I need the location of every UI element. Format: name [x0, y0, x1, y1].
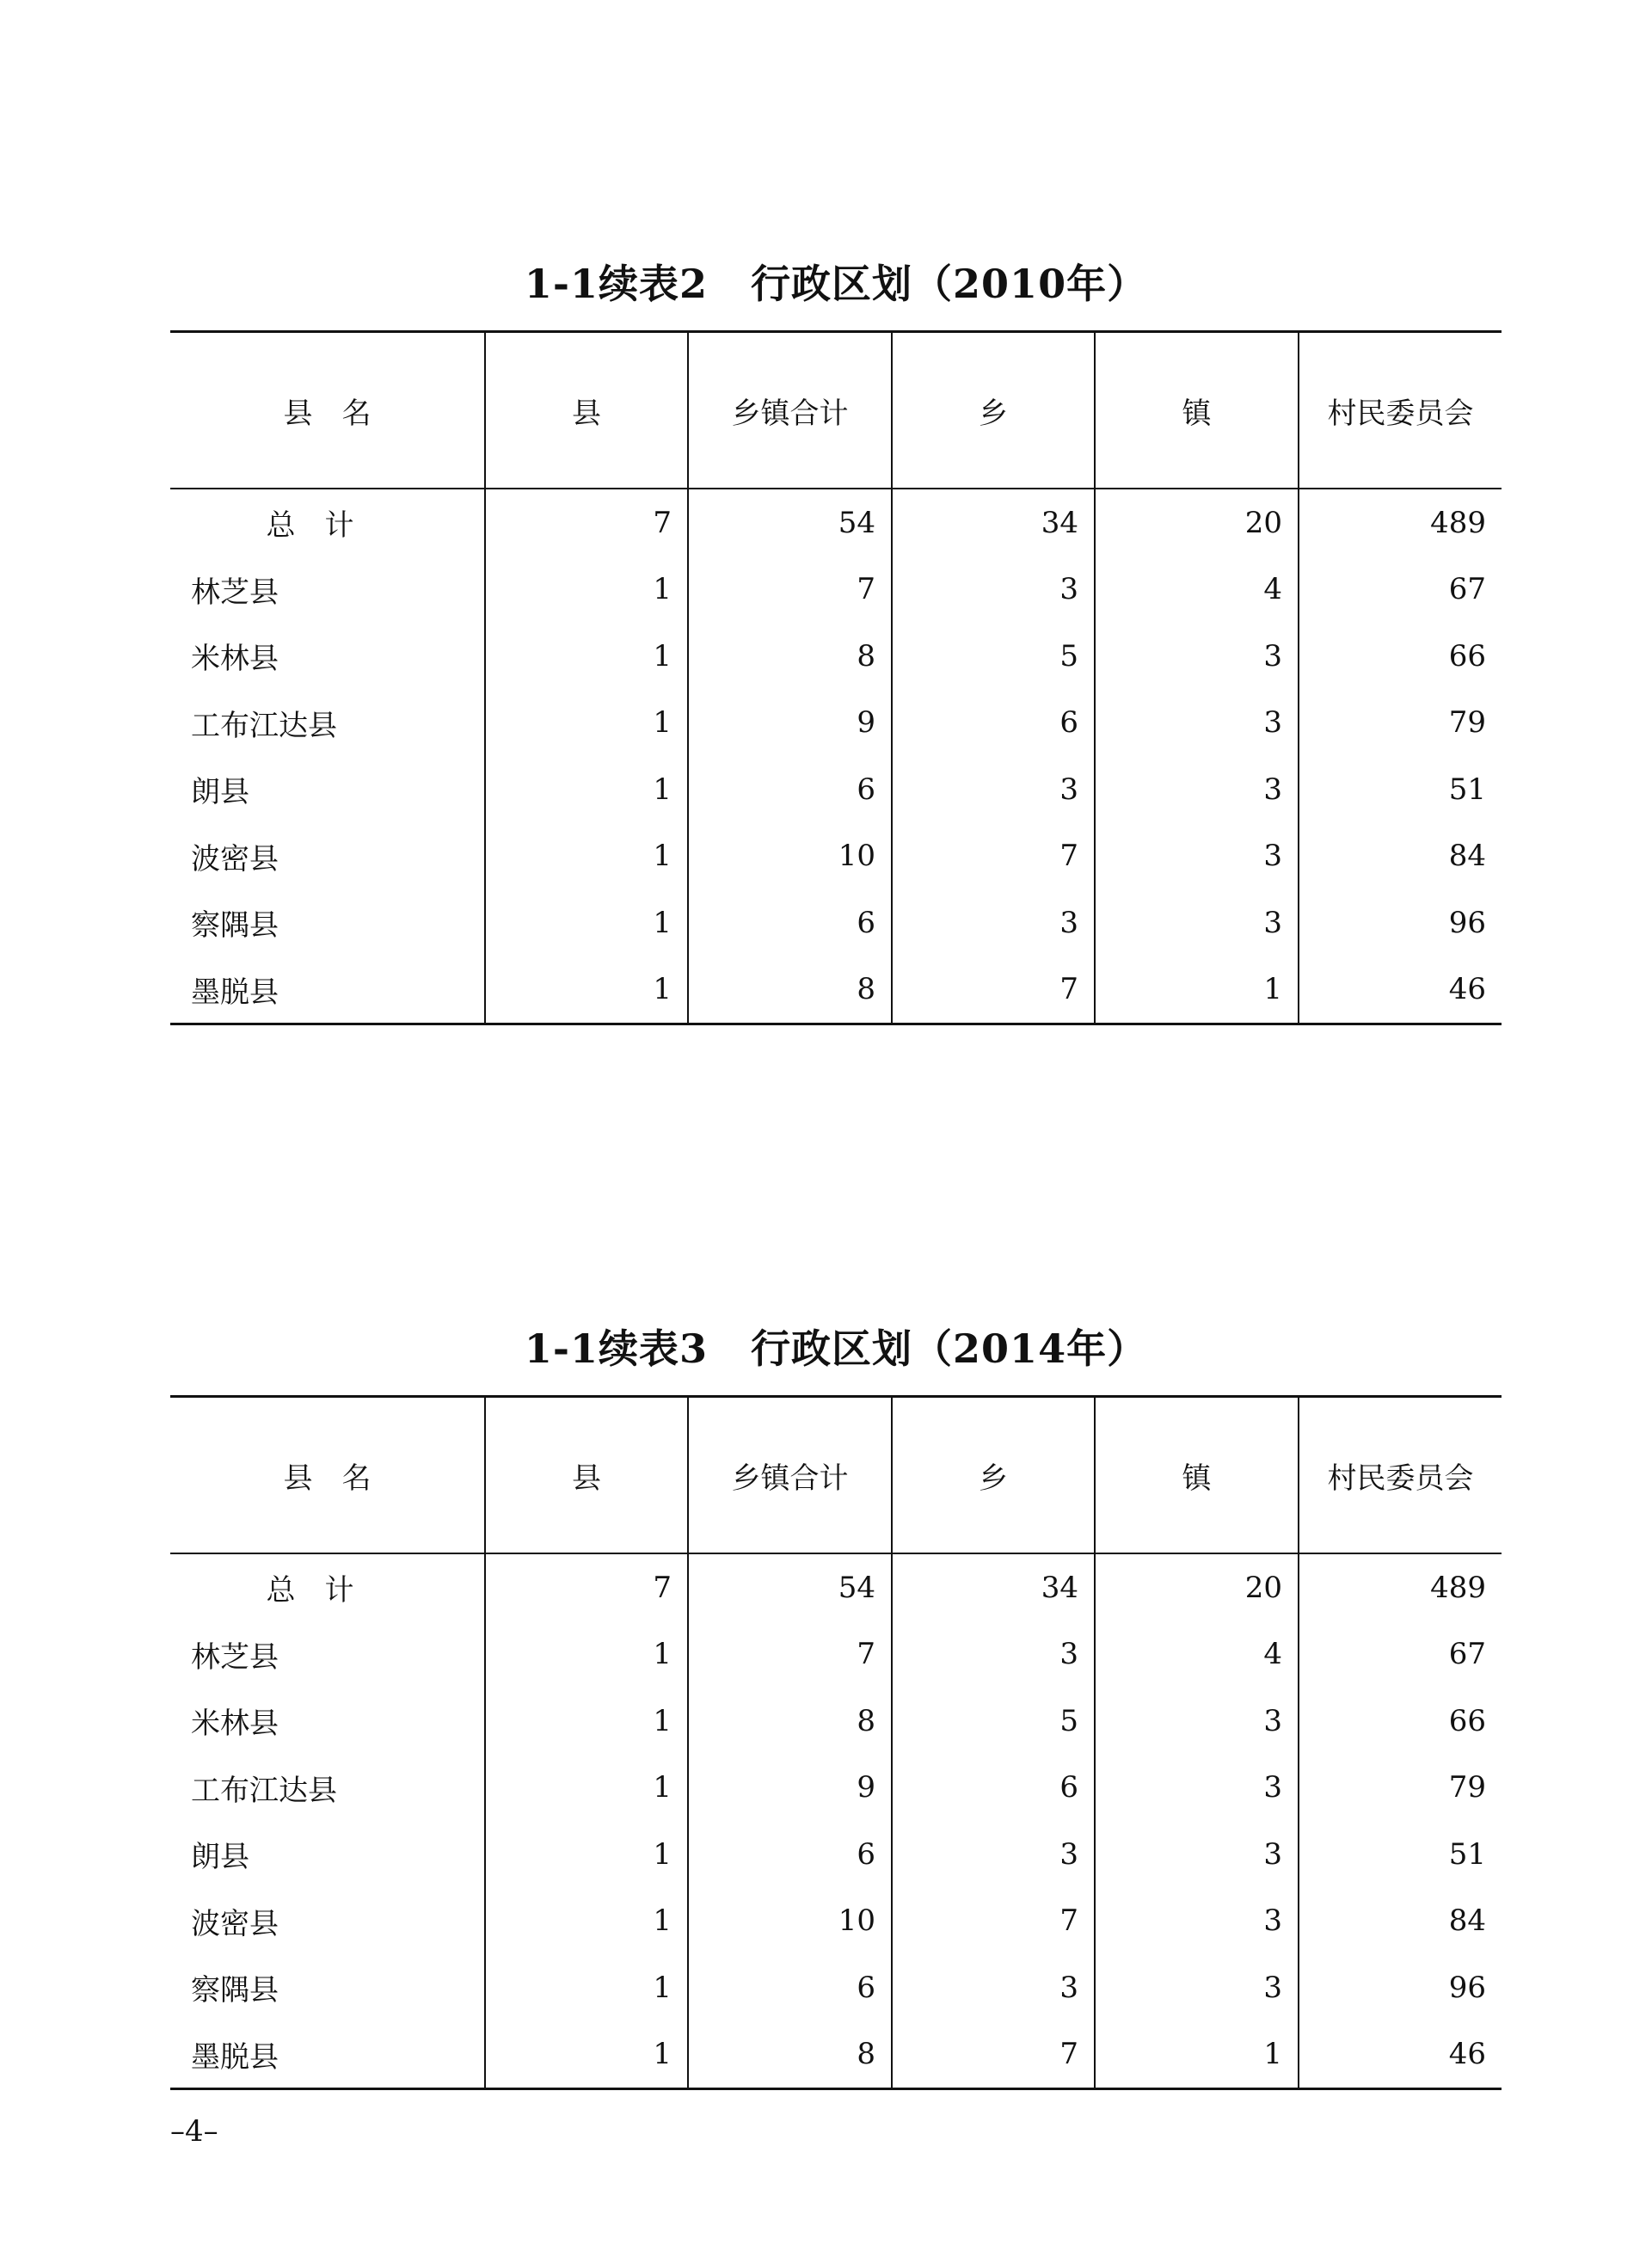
county-name-cell: 林芝县	[191, 1639, 279, 1675]
county-name-cell: 波密县	[191, 1906, 279, 1941]
township-total-cell: 54	[688, 1553, 892, 1621]
county-count-cell: 7	[485, 489, 688, 557]
xiang-count-cell: 7	[892, 2021, 1095, 2089]
page-number: –4–	[170, 2114, 218, 2149]
total-row	[170, 1553, 1502, 1621]
village-committee-cell: 96	[1299, 889, 1502, 956]
xiang-count-cell: 34	[892, 1553, 1095, 1621]
xiang-count-cell: 3	[892, 1954, 1095, 2021]
village-committee-cell: 46	[1299, 956, 1502, 1024]
zhen-count-cell: 20	[1095, 1553, 1299, 1621]
township-total-cell: 9	[688, 1755, 892, 1822]
county-name-cell: 察隅县	[191, 1973, 279, 2008]
village-committee-cell: 489	[1299, 489, 1502, 557]
table-row	[170, 623, 1502, 690]
county-count-cell: 1	[485, 2021, 688, 2089]
county-name-cell: 察隅县	[191, 908, 279, 944]
header-township-total: 乡镇合计	[688, 1397, 892, 1554]
table-title	[170, 249, 1502, 318]
table-row	[170, 690, 1502, 757]
table-title	[170, 1314, 1502, 1383]
xiang-count-cell: 3	[892, 1821, 1095, 1888]
header-xiang: 乡	[892, 1397, 1095, 1554]
county-name-cell: 波密县	[191, 841, 279, 876]
county-count-cell: 1	[485, 823, 688, 890]
village-committee-cell: 67	[1299, 557, 1502, 624]
township-total-cell: 7	[688, 1621, 892, 1688]
table-row	[170, 1954, 1502, 2021]
table-row	[170, 1888, 1502, 1955]
county-name-cell: 墨脱县	[170, 956, 485, 1024]
county-count-cell: 1	[485, 623, 688, 690]
table-title-text: 行政区划（2014年）	[751, 1325, 1148, 1372]
village-committee-cell: 66	[1299, 623, 1502, 690]
admin-division-table-2010	[170, 330, 1502, 1025]
table-title-code: 1-1续表3	[524, 1325, 709, 1372]
zhen-count-cell: 1	[1095, 2021, 1299, 2089]
village-committee-cell: 79	[1299, 1755, 1502, 1822]
county-name-cell: 墨脱县	[170, 2021, 485, 2089]
table-row	[170, 1821, 1502, 1888]
county-count-cell: 1	[485, 1954, 688, 2021]
county-count-cell: 1	[485, 1821, 688, 1888]
header-township-total: 乡镇合计	[688, 332, 892, 489]
county-name-cell: 总 计	[266, 508, 354, 544]
village-committee-cell: 51	[1299, 1821, 1502, 1888]
table-row	[170, 889, 1502, 956]
xiang-count-cell: 3	[892, 1621, 1095, 1688]
township-total-cell: 6	[688, 1954, 892, 2021]
header-county: 县	[485, 1397, 688, 1554]
township-total-cell: 6	[688, 1821, 892, 1888]
table-row	[170, 1755, 1502, 1822]
county-name-cell: 米林县	[191, 642, 279, 677]
village-committee-cell: 96	[1299, 1954, 1502, 2021]
table-title-code: 1-1续表2	[524, 261, 709, 307]
xiang-count-cell: 3	[892, 557, 1095, 624]
xiang-count-cell: 3	[892, 756, 1095, 823]
table-row	[170, 557, 1502, 624]
xiang-count-cell: 7	[892, 823, 1095, 890]
xiang-count-cell: 5	[892, 623, 1095, 690]
zhen-count-cell: 3	[1095, 1954, 1299, 2021]
xiang-count-cell: 7	[892, 956, 1095, 1024]
county-count-cell: 1	[485, 1755, 688, 1822]
header-row	[170, 332, 1502, 489]
village-committee-cell: 51	[1299, 756, 1502, 823]
county-count-cell: 1	[485, 1888, 688, 1955]
county-name-cell: 工布江达县	[191, 708, 337, 743]
total-row	[170, 489, 1502, 557]
county-count-cell: 1	[485, 756, 688, 823]
xiang-count-cell: 6	[892, 690, 1095, 757]
table-title-text: 行政区划（2010年）	[751, 261, 1148, 307]
township-total-cell: 10	[688, 1888, 892, 1955]
zhen-count-cell: 20	[1095, 489, 1299, 557]
xiang-count-cell: 7	[892, 1888, 1095, 1955]
county-name-cell: 米林县	[191, 1707, 279, 1742]
header-village-committee: 村民委员会	[1299, 332, 1502, 489]
table-row	[170, 2021, 1502, 2089]
admin-division-table-2014	[170, 1395, 1502, 2090]
zhen-count-cell: 3	[1095, 823, 1299, 890]
county-name-cell: 朗县	[191, 775, 249, 810]
header-county-name: 县 名	[170, 1397, 485, 1554]
township-total-cell: 6	[688, 889, 892, 956]
village-committee-cell: 46	[1299, 2021, 1502, 2089]
village-committee-cell: 67	[1299, 1621, 1502, 1688]
table-row	[170, 756, 1502, 823]
xiang-count-cell: 5	[892, 1688, 1095, 1755]
township-total-cell: 9	[688, 690, 892, 757]
township-total-cell: 54	[688, 489, 892, 557]
village-committee-cell: 84	[1299, 1888, 1502, 1955]
county-name-cell: 工布江达县	[191, 1773, 337, 1808]
county-count-cell: 1	[485, 889, 688, 956]
table-section-2010	[170, 249, 1502, 1025]
village-committee-cell: 489	[1299, 1553, 1502, 1621]
township-total-cell: 8	[688, 1688, 892, 1755]
xiang-count-cell: 34	[892, 489, 1095, 557]
zhen-count-cell: 1	[1095, 956, 1299, 1024]
xiang-count-cell: 3	[892, 889, 1095, 956]
header-village-committee: 村民委员会	[1299, 1397, 1502, 1554]
county-name-cell: 林芝县	[191, 575, 279, 610]
zhen-count-cell: 3	[1095, 623, 1299, 690]
zhen-count-cell: 3	[1095, 1755, 1299, 1822]
township-total-cell: 6	[688, 756, 892, 823]
county-count-cell: 1	[485, 690, 688, 757]
header-row	[170, 1397, 1502, 1554]
zhen-count-cell: 3	[1095, 1821, 1299, 1888]
county-count-cell: 7	[485, 1553, 688, 1621]
township-total-cell: 8	[688, 2021, 892, 2089]
table-section-2014	[170, 1314, 1502, 2090]
county-name-cell: 朗县	[191, 1840, 249, 1875]
county-name-cell: 总 计	[266, 1573, 354, 1608]
township-total-cell: 10	[688, 823, 892, 890]
township-total-cell: 7	[688, 557, 892, 624]
xiang-count-cell: 6	[892, 1755, 1095, 1822]
table-row	[170, 956, 1502, 1024]
county-count-cell: 1	[485, 557, 688, 624]
header-county: 县	[485, 332, 688, 489]
zhen-count-cell: 3	[1095, 889, 1299, 956]
header-zhen: 镇	[1095, 1397, 1299, 1554]
zhen-count-cell: 3	[1095, 1688, 1299, 1755]
county-count-cell: 1	[485, 956, 688, 1024]
zhen-count-cell: 3	[1095, 1888, 1299, 1955]
zhen-count-cell: 4	[1095, 557, 1299, 624]
header-zhen: 镇	[1095, 332, 1299, 489]
township-total-cell: 8	[688, 623, 892, 690]
header-xiang: 乡	[892, 332, 1095, 489]
village-committee-cell: 79	[1299, 690, 1502, 757]
village-committee-cell: 66	[1299, 1688, 1502, 1755]
zhen-count-cell: 3	[1095, 690, 1299, 757]
county-count-cell: 1	[485, 1621, 688, 1688]
table-row	[170, 823, 1502, 890]
header-county-name: 县 名	[170, 332, 485, 489]
table-row	[170, 1688, 1502, 1755]
table-row	[170, 1621, 1502, 1688]
township-total-cell: 8	[688, 956, 892, 1024]
village-committee-cell: 84	[1299, 823, 1502, 890]
county-count-cell: 1	[485, 1688, 688, 1755]
zhen-count-cell: 3	[1095, 756, 1299, 823]
zhen-count-cell: 4	[1095, 1621, 1299, 1688]
